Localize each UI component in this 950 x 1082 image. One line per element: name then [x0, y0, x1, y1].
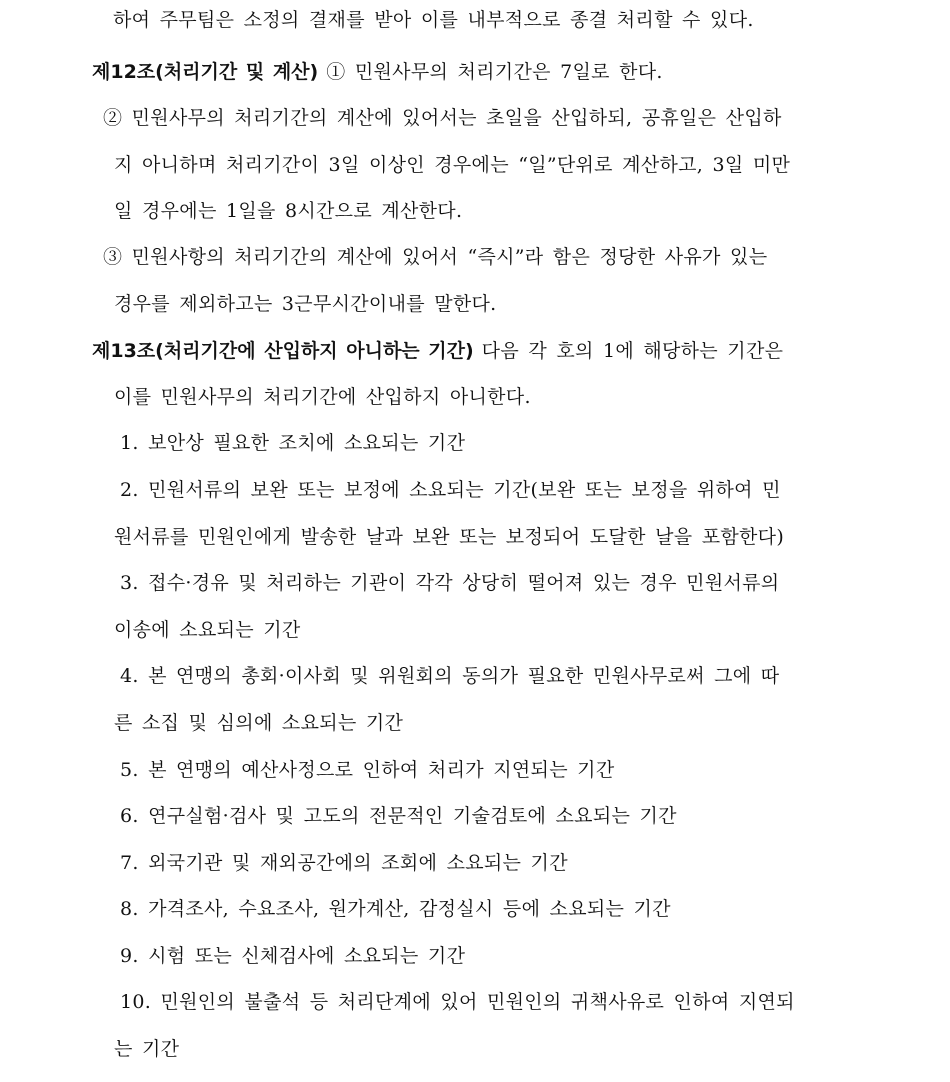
list-item-3-line1: 3. 접수·경유 및 처리하는 기관이 각각 상당히 떨어져 있는 경우 민원서류의 — [120, 572, 780, 594]
list-item-4-line1: 4. 본 연맹의 총회·이사회 및 위원회의 동의가 필요한 민원사무로써 그에 따 — [120, 665, 780, 687]
article-12-clause-1: ① 민원사무의 처리기간은 7일로 한다. — [326, 61, 663, 83]
article-12-clause-2-line1: ② 민원사무의 처리기간의 계산에 있어서는 초일을 산입하되, 공휴일은 산입하 — [103, 107, 782, 129]
list-item-4-line2: 른 소집 및 심의에 소요되는 기간 — [114, 712, 404, 734]
article-12-clause-3-line2: 경우를 제외하고는 3근무시간이내를 말한다. — [114, 293, 497, 315]
list-item-8: 8. 가격조사, 수요조사, 원가계산, 감정실시 등에 소요되는 기간 — [120, 898, 671, 920]
article-12-heading: 제12조(처리기간 및 계산) — [92, 61, 319, 83]
list-item-6: 6. 연구실험·검사 및 고도의 전문적인 기술검토에 소요되는 기간 — [120, 805, 677, 827]
article-13-line — [92, 337, 783, 365]
list-item-9: 9. 시험 또는 신체검사에 소요되는 기간 — [120, 945, 466, 967]
list-item-2-line1: 2. 민원서류의 보완 또는 보정에 소요되는 기간(보완 또는 보정을 위하여 민 — [120, 479, 781, 501]
article-13-heading: 제13조(처리기간에 산입하지 아니하는 기간) — [92, 340, 474, 362]
continued-text: 하여 주무팀은 소정의 결재를 받아 이를 내부적으로 종결 처리할 수 있다. — [113, 9, 754, 31]
article-12-clause-3-line1: ③ 민원사항의 처리기간의 계산에 있어서 “즉시”라 함은 정당한 사유가 있는 — [103, 246, 768, 268]
article-13-intro-line2: 이를 민원사무의 처리기간에 산입하지 아니한다. — [114, 386, 531, 408]
list-item-3-line2: 이송에 소요되는 기간 — [114, 619, 301, 641]
list-item-2-line2: 원서류를 민원인에게 발송한 날과 보완 또는 보정되어 도달한 날을 포함한다) — [114, 526, 785, 548]
list-item-10-line1: 10. 민원인의 불출석 등 처리단계에 있어 민원인의 귀책사유로 인하여 지연되 — [120, 991, 795, 1013]
article-13-intro: 다음 각 호의 1에 해당하는 기간은 — [481, 340, 784, 362]
list-item-10-line2: 는 기간 — [114, 1038, 180, 1060]
paragraph-line — [113, 6, 823, 34]
list-item-7: 7. 외국기관 및 재외공간에의 조회에 소요되는 기간 — [120, 852, 568, 874]
article-12-clause-2-line3: 일 경우에는 1일을 8시간으로 계산한다. — [114, 200, 463, 222]
list-item-1: 1. 보안상 필요한 조치에 소요되는 기간 — [120, 432, 466, 454]
list-item-5: 5. 본 연맹의 예산사정으로 인하여 처리가 지연되는 기간 — [120, 759, 615, 781]
article-12-line — [92, 58, 663, 86]
article-12-clause-2-line2: 지 아니하며 처리기간이 3일 이상인 경우에는 “일”단위로 계산하고, 3일 미만 — [114, 154, 791, 176]
